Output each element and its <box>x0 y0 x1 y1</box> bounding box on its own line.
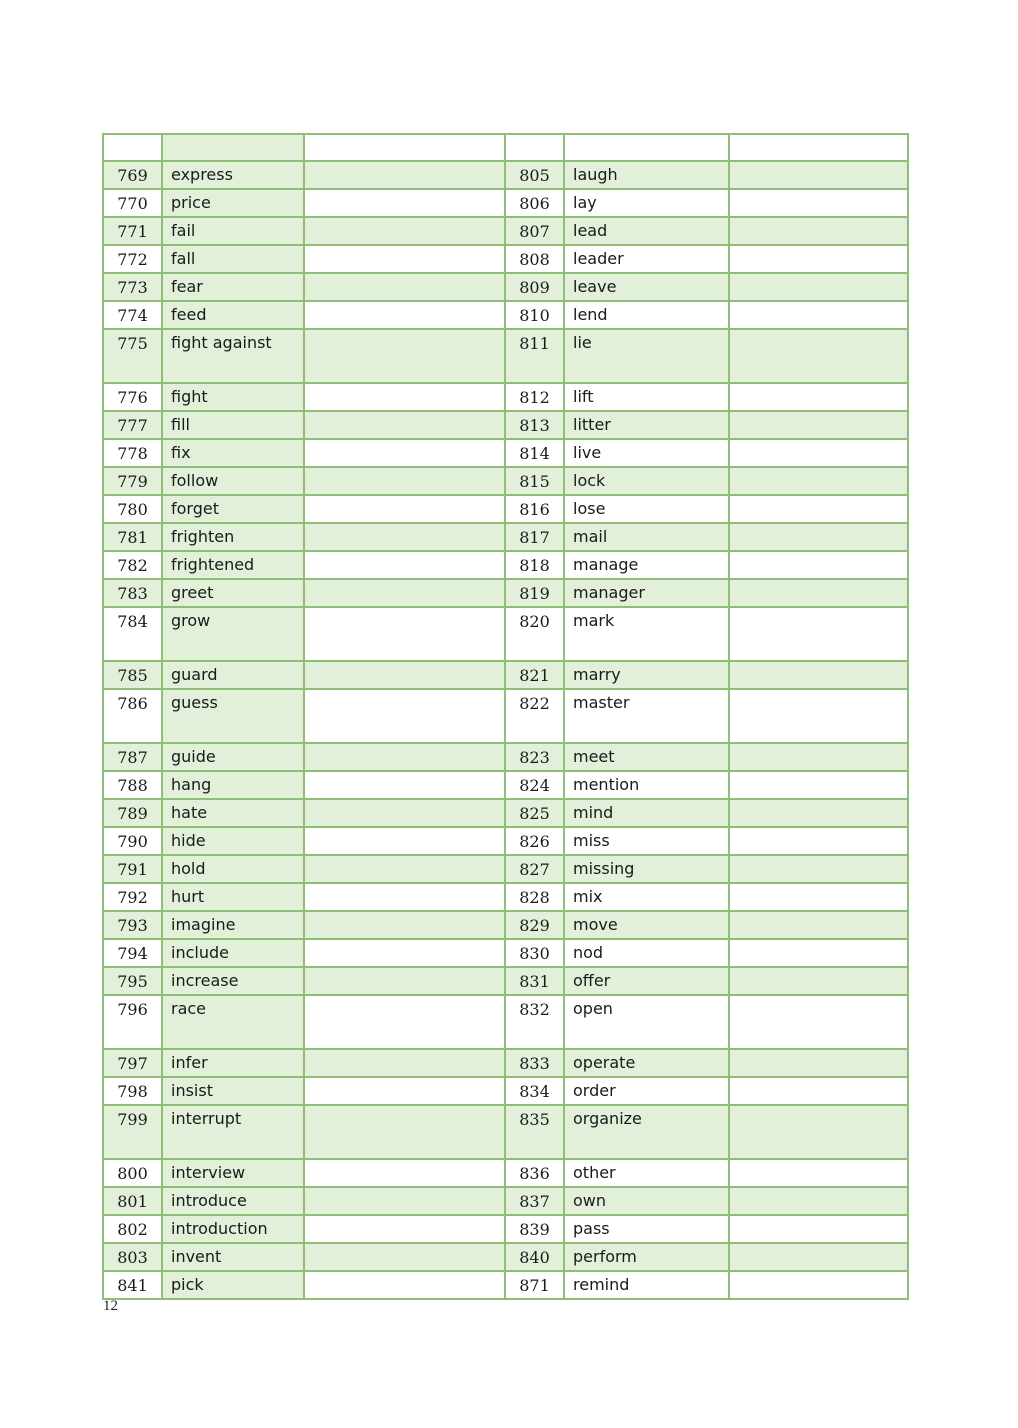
left-definition-cell <box>304 827 505 855</box>
right-word-cell: perform <box>564 1243 729 1271</box>
left-definition-cell <box>304 855 505 883</box>
left-word-cell: fail <box>162 217 304 245</box>
right-number-cell: 831 <box>505 967 564 995</box>
right-word-cell: lock <box>564 467 729 495</box>
right-number-cell: 824 <box>505 771 564 799</box>
right-number-cell: 837 <box>505 1187 564 1215</box>
left-number-cell: 784 <box>103 607 162 661</box>
right-definition-cell <box>729 855 908 883</box>
left-number-cell: 780 <box>103 495 162 523</box>
left-number-cell: 786 <box>103 689 162 743</box>
left-number-cell: 800 <box>103 1159 162 1187</box>
left-word-cell: pick <box>162 1271 304 1299</box>
right-word-cell: other <box>564 1159 729 1187</box>
left-definition-cell <box>304 939 505 967</box>
right-word-cell: lose <box>564 495 729 523</box>
right-word-cell: lie <box>564 329 729 383</box>
table-row <box>103 383 908 411</box>
right-definition-cell <box>729 273 908 301</box>
table-row <box>103 495 908 523</box>
right-number-cell: 825 <box>505 799 564 827</box>
right-definition-cell <box>729 1243 908 1271</box>
left-word-cell: fall <box>162 245 304 273</box>
left-definition-cell <box>304 1243 505 1271</box>
left-number-cell: 793 <box>103 911 162 939</box>
left-number-cell: 772 <box>103 245 162 273</box>
right-number-cell: 809 <box>505 273 564 301</box>
right-word-cell: lift <box>564 383 729 411</box>
right-word-cell: missing <box>564 855 729 883</box>
right-definition-cell <box>729 689 908 743</box>
table-row <box>103 1271 908 1299</box>
left-word-cell: fight against <box>162 329 304 383</box>
right-definition-cell <box>729 383 908 411</box>
right-definition-cell <box>729 743 908 771</box>
right-number-cell: 821 <box>505 661 564 689</box>
left-word-cell: guess <box>162 689 304 743</box>
right-definition-cell <box>729 551 908 579</box>
left-number-cell: 785 <box>103 661 162 689</box>
right-number-cell: 823 <box>505 743 564 771</box>
left-word-cell: invent <box>162 1243 304 1271</box>
left-word-cell: hang <box>162 771 304 799</box>
left-number-cell: 773 <box>103 273 162 301</box>
right-definition-cell <box>729 939 908 967</box>
right-word-cell: lend <box>564 301 729 329</box>
table-row <box>103 1243 908 1271</box>
table-row <box>103 411 908 439</box>
right-number-cell: 814 <box>505 439 564 467</box>
right-number-cell: 840 <box>505 1243 564 1271</box>
left-number-cell: 792 <box>103 883 162 911</box>
table-row <box>103 799 908 827</box>
left-definition-cell <box>304 523 505 551</box>
table-row <box>103 661 908 689</box>
left-word-cell: grow <box>162 607 304 661</box>
right-definition-cell <box>729 579 908 607</box>
right-number-cell: 807 <box>505 217 564 245</box>
right-number-cell: 810 <box>505 301 564 329</box>
left-definition-cell <box>304 467 505 495</box>
right-definition-cell <box>729 134 908 161</box>
right-number-cell: 811 <box>505 329 564 383</box>
right-definition-cell <box>729 827 908 855</box>
right-number-cell: 818 <box>505 551 564 579</box>
table-row <box>103 827 908 855</box>
left-definition-cell <box>304 689 505 743</box>
left-definition-cell <box>304 245 505 273</box>
left-definition-cell <box>304 1077 505 1105</box>
left-definition-cell <box>304 301 505 329</box>
right-word-cell: lead <box>564 217 729 245</box>
left-definition-cell <box>304 661 505 689</box>
left-definition-cell <box>304 189 505 217</box>
left-definition-cell <box>304 579 505 607</box>
right-number-cell: 833 <box>505 1049 564 1077</box>
left-definition-cell <box>304 607 505 661</box>
right-number-cell: 805 <box>505 161 564 189</box>
right-definition-cell <box>729 799 908 827</box>
left-word-cell: introduction <box>162 1215 304 1243</box>
right-number-cell: 820 <box>505 607 564 661</box>
right-word-cell: manage <box>564 551 729 579</box>
left-number-cell: 778 <box>103 439 162 467</box>
right-number-cell: 819 <box>505 579 564 607</box>
left-definition-cell <box>304 329 505 383</box>
table-row <box>103 911 908 939</box>
right-number-cell: 813 <box>505 411 564 439</box>
right-word-cell: mark <box>564 607 729 661</box>
left-number-cell: 779 <box>103 467 162 495</box>
right-word-cell: lay <box>564 189 729 217</box>
table-row <box>103 1105 908 1159</box>
left-number-cell: 788 <box>103 771 162 799</box>
table-row <box>103 1159 908 1187</box>
right-number-cell: 835 <box>505 1105 564 1159</box>
table-row <box>103 743 908 771</box>
right-definition-cell <box>729 1159 908 1187</box>
table-row <box>103 1077 908 1105</box>
right-definition-cell <box>729 1077 908 1105</box>
table-row <box>103 1215 908 1243</box>
left-definition-cell <box>304 134 505 161</box>
left-word-cell: price <box>162 189 304 217</box>
right-word-cell: operate <box>564 1049 729 1077</box>
left-word-cell: fear <box>162 273 304 301</box>
left-number-cell: 782 <box>103 551 162 579</box>
right-word-cell: master <box>564 689 729 743</box>
left-word-cell: feed <box>162 301 304 329</box>
left-definition-cell <box>304 1105 505 1159</box>
left-definition-cell <box>304 1187 505 1215</box>
left-word-cell: forget <box>162 495 304 523</box>
left-number-cell: 791 <box>103 855 162 883</box>
left-number-cell: 783 <box>103 579 162 607</box>
right-number-cell: 815 <box>505 467 564 495</box>
right-definition-cell <box>729 217 908 245</box>
left-number-cell: 769 <box>103 161 162 189</box>
right-word-cell: mail <box>564 523 729 551</box>
table-row <box>103 245 908 273</box>
right-definition-cell <box>729 301 908 329</box>
left-word-cell: interview <box>162 1159 304 1187</box>
table-row <box>103 329 908 383</box>
left-number-cell: 770 <box>103 189 162 217</box>
left-number-cell: 801 <box>103 1187 162 1215</box>
left-word-cell: hate <box>162 799 304 827</box>
left-number-cell: 775 <box>103 329 162 383</box>
table-row <box>103 855 908 883</box>
left-word-cell: frighten <box>162 523 304 551</box>
left-word-cell: fix <box>162 439 304 467</box>
left-definition-cell <box>304 551 505 579</box>
left-definition-cell <box>304 1271 505 1299</box>
left-number-cell: 789 <box>103 799 162 827</box>
right-word-cell: offer <box>564 967 729 995</box>
right-definition-cell <box>729 883 908 911</box>
left-definition-cell <box>304 883 505 911</box>
left-word-cell: include <box>162 939 304 967</box>
left-word-cell: fight <box>162 383 304 411</box>
right-definition-cell <box>729 1271 908 1299</box>
right-word-cell: nod <box>564 939 729 967</box>
left-definition-cell <box>304 771 505 799</box>
table-row <box>103 217 908 245</box>
left-definition-cell <box>304 995 505 1049</box>
right-definition-cell <box>729 189 908 217</box>
table-row <box>103 1049 908 1077</box>
left-number-cell: 796 <box>103 995 162 1049</box>
right-word-cell: organize <box>564 1105 729 1159</box>
left-definition-cell <box>304 411 505 439</box>
right-word-cell: remind <box>564 1271 729 1299</box>
right-definition-cell <box>729 161 908 189</box>
left-word-cell: introduce <box>162 1187 304 1215</box>
right-definition-cell <box>729 771 908 799</box>
left-number-cell: 774 <box>103 301 162 329</box>
left-word-cell: greet <box>162 579 304 607</box>
right-word-cell: laugh <box>564 161 729 189</box>
table-row <box>103 967 908 995</box>
right-word-cell: miss <box>564 827 729 855</box>
left-word-cell: hurt <box>162 883 304 911</box>
right-definition-cell <box>729 995 908 1049</box>
right-word-cell: order <box>564 1077 729 1105</box>
left-word-cell: hide <box>162 827 304 855</box>
left-number-cell: 776 <box>103 383 162 411</box>
right-number-cell: 812 <box>505 383 564 411</box>
right-word-cell: litter <box>564 411 729 439</box>
left-number-cell: 803 <box>103 1243 162 1271</box>
left-number-cell: 787 <box>103 743 162 771</box>
right-number-cell: 826 <box>505 827 564 855</box>
left-word-cell: guide <box>162 743 304 771</box>
right-definition-cell <box>729 1187 908 1215</box>
right-word-cell: marry <box>564 661 729 689</box>
right-definition-cell <box>729 1049 908 1077</box>
table-row <box>103 771 908 799</box>
left-definition-cell <box>304 1159 505 1187</box>
left-number-cell: 841 <box>103 1271 162 1299</box>
right-word-cell: leave <box>564 273 729 301</box>
table-row <box>103 551 908 579</box>
left-word-cell: guard <box>162 661 304 689</box>
right-word-cell: pass <box>564 1215 729 1243</box>
table-row <box>103 607 908 661</box>
left-definition-cell <box>304 495 505 523</box>
right-number-cell: 817 <box>505 523 564 551</box>
right-definition-cell <box>729 411 908 439</box>
right-number-cell: 827 <box>505 855 564 883</box>
right-definition-cell <box>729 1105 908 1159</box>
table-row <box>103 523 908 551</box>
left-number-cell: 794 <box>103 939 162 967</box>
right-number-cell: 836 <box>505 1159 564 1187</box>
right-word-cell: open <box>564 995 729 1049</box>
left-definition-cell <box>304 743 505 771</box>
table-row <box>103 301 908 329</box>
right-number-cell: 832 <box>505 995 564 1049</box>
right-definition-cell <box>729 607 908 661</box>
right-definition-cell <box>729 967 908 995</box>
right-word-cell: manager <box>564 579 729 607</box>
right-definition-cell <box>729 439 908 467</box>
right-word-cell: mention <box>564 771 729 799</box>
left-definition-cell <box>304 383 505 411</box>
left-word-cell: fill <box>162 411 304 439</box>
right-definition-cell <box>729 495 908 523</box>
right-number-cell: 808 <box>505 245 564 273</box>
right-number-cell: 828 <box>505 883 564 911</box>
left-word-cell: follow <box>162 467 304 495</box>
left-number-cell: 790 <box>103 827 162 855</box>
vocabulary-table-body <box>103 134 908 1299</box>
left-definition-cell <box>304 161 505 189</box>
left-word-cell: hold <box>162 855 304 883</box>
left-word-cell: increase <box>162 967 304 995</box>
right-definition-cell <box>729 467 908 495</box>
table-row <box>103 579 908 607</box>
table-row <box>103 689 908 743</box>
right-definition-cell <box>729 661 908 689</box>
table-row <box>103 161 908 189</box>
left-word-cell: interrupt <box>162 1105 304 1159</box>
right-word-cell: meet <box>564 743 729 771</box>
right-number-cell <box>505 134 564 161</box>
table-row <box>103 189 908 217</box>
right-number-cell: 822 <box>505 689 564 743</box>
left-number-cell: 795 <box>103 967 162 995</box>
left-definition-cell <box>304 967 505 995</box>
right-number-cell: 829 <box>505 911 564 939</box>
right-word-cell: live <box>564 439 729 467</box>
left-number-cell: 771 <box>103 217 162 245</box>
left-word-cell <box>162 134 304 161</box>
table-row <box>103 995 908 1049</box>
table-row <box>103 467 908 495</box>
left-number-cell <box>103 134 162 161</box>
right-word-cell: leader <box>564 245 729 273</box>
left-number-cell: 781 <box>103 523 162 551</box>
left-number-cell: 797 <box>103 1049 162 1077</box>
left-number-cell: 802 <box>103 1215 162 1243</box>
left-definition-cell <box>304 439 505 467</box>
table-row <box>103 883 908 911</box>
right-definition-cell <box>729 911 908 939</box>
left-word-cell: insist <box>162 1077 304 1105</box>
left-number-cell: 777 <box>103 411 162 439</box>
right-number-cell: 834 <box>505 1077 564 1105</box>
left-word-cell: express <box>162 161 304 189</box>
table-row <box>103 273 908 301</box>
left-definition-cell <box>304 273 505 301</box>
right-word-cell: mix <box>564 883 729 911</box>
right-number-cell: 816 <box>505 495 564 523</box>
left-word-cell: infer <box>162 1049 304 1077</box>
left-number-cell: 799 <box>103 1105 162 1159</box>
page-number: 12 <box>103 1298 118 1314</box>
vocabulary-table <box>102 133 909 1300</box>
table-row <box>103 1187 908 1215</box>
table-row <box>103 439 908 467</box>
table-row <box>103 939 908 967</box>
right-number-cell: 806 <box>505 189 564 217</box>
right-definition-cell <box>729 245 908 273</box>
right-word-cell: mind <box>564 799 729 827</box>
left-definition-cell <box>304 1215 505 1243</box>
left-number-cell: 798 <box>103 1077 162 1105</box>
left-definition-cell <box>304 1049 505 1077</box>
left-definition-cell <box>304 799 505 827</box>
left-word-cell: frightened <box>162 551 304 579</box>
right-word-cell <box>564 134 729 161</box>
right-number-cell: 871 <box>505 1271 564 1299</box>
right-number-cell: 830 <box>505 939 564 967</box>
left-definition-cell <box>304 911 505 939</box>
right-definition-cell <box>729 523 908 551</box>
right-definition-cell <box>729 329 908 383</box>
right-definition-cell <box>729 1215 908 1243</box>
right-word-cell: own <box>564 1187 729 1215</box>
right-number-cell: 839 <box>505 1215 564 1243</box>
left-word-cell: imagine <box>162 911 304 939</box>
table-row <box>103 134 908 161</box>
right-word-cell: move <box>564 911 729 939</box>
left-definition-cell <box>304 217 505 245</box>
left-word-cell: race <box>162 995 304 1049</box>
